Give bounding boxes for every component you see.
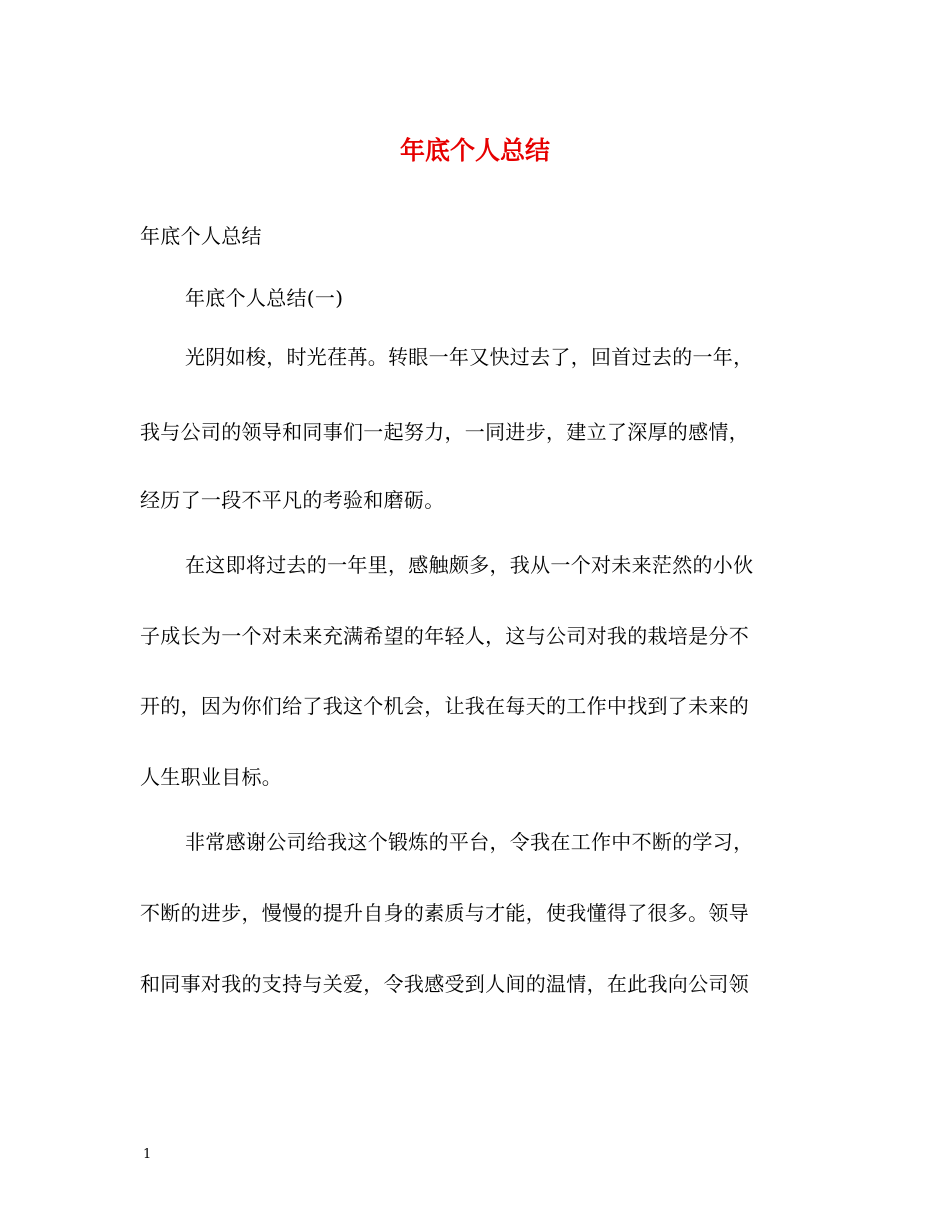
section-subheading: 年底个人总结(一) — [185, 286, 344, 310]
paragraph-line: 在这即将过去的一年里，感触颇多，我从一个对未来茫然的小伙 — [185, 553, 754, 577]
document-title: 年底个人总结 — [399, 136, 550, 165]
paragraph-line: 非常感谢公司给我这个锻炼的平台，令我在工作中不断的学习， — [185, 830, 754, 854]
page-number: 1 — [143, 1147, 152, 1162]
paragraph-line: 光阴如梭，时光荏苒。转眼一年又快过去了，回首过去的一年， — [185, 345, 754, 369]
paragraph-line: 我与公司的领导和同事们一起努力，一同进步，建立了深厚的感情， — [140, 420, 749, 444]
paragraph-line: 人生职业目标。 — [140, 765, 283, 789]
paragraph-line: 子成长为一个对未来充满希望的年轻人，这与公司对我的栽培是分不 — [140, 624, 749, 648]
section-heading: 年底个人总结 — [140, 224, 262, 248]
paragraph-line: 经历了一段不平凡的考验和磨砺。 — [140, 488, 445, 512]
paragraph-line: 不断的进步，慢慢的提升自身的素质与才能，使我懂得了很多。领导 — [140, 901, 749, 925]
paragraph-line: 开的，因为你们给了我这个机会，让我在每天的工作中找到了未来的 — [140, 694, 749, 718]
paragraph-line: 和同事对我的支持与关爱，令我感受到人间的温情，在此我向公司领 — [140, 972, 749, 996]
